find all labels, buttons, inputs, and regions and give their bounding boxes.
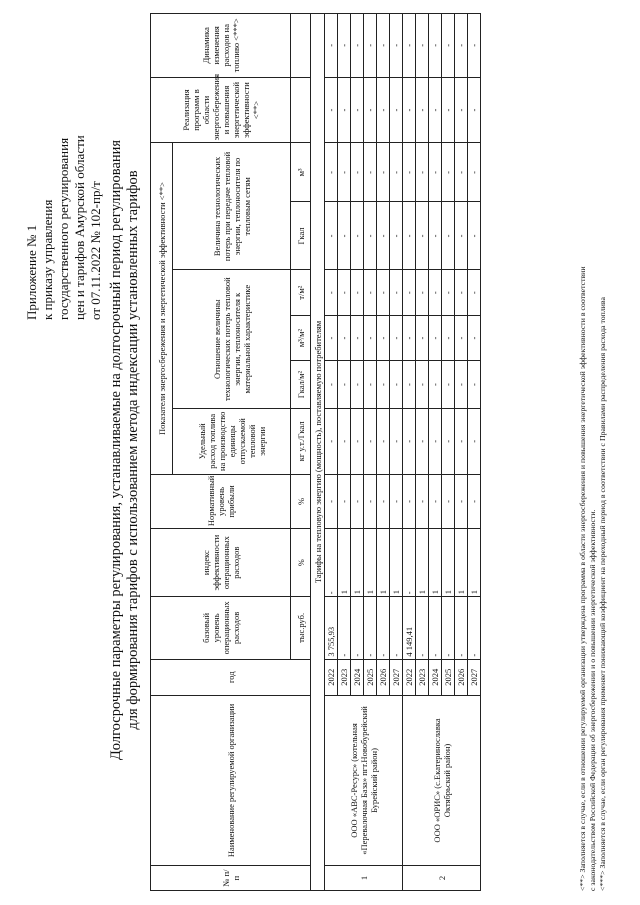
cell-dash: - (416, 14, 429, 78)
appendix-line: цен и тарифов Амурской области (72, 135, 87, 320)
cell-dash: - (351, 77, 364, 143)
cell-dash: - (364, 270, 377, 315)
cell-dash: - (377, 408, 390, 474)
cell-dash: - (338, 270, 351, 315)
appendix-line: Приложение № 1 (24, 224, 39, 320)
cell-dash: - (338, 202, 351, 270)
cell-dash: - (442, 408, 455, 474)
cell-base: - (442, 597, 455, 659)
unit-empty (291, 77, 311, 143)
cell-year: 2024 (351, 659, 364, 695)
cell-dash: - (455, 77, 468, 143)
cell-dash: - (442, 14, 455, 78)
cell-dash: - (364, 315, 377, 360)
cell-dash: - (416, 270, 429, 315)
unit-specific: кг у.т./Гкал (291, 408, 311, 474)
cell-profit: - (429, 474, 442, 528)
cell-year: 2024 (429, 659, 442, 695)
cell-profit: - (416, 474, 429, 528)
cell-dash: - (351, 14, 364, 78)
table-row (325, 14, 338, 891)
cell-dash: - (403, 202, 416, 270)
cell-dash: - (429, 14, 442, 78)
cell-dash: - (390, 202, 403, 270)
title-line: Долгосрочные параметры регулирования, устанавливаемые на долгосрочный период регулирования (108, 139, 124, 761)
cell-profit: - (390, 474, 403, 528)
unit-ratio: т/м² (291, 270, 311, 315)
header-profit: Нормативный уровень прибыли (151, 474, 291, 528)
header-num: № п/п (151, 866, 311, 891)
cell-dash: - (377, 361, 390, 409)
cell-dash: - (468, 361, 481, 409)
cell-base: - (390, 597, 403, 659)
cell-dash: - (416, 202, 429, 270)
cell-dash: - (364, 77, 377, 143)
cell-dash: - (390, 361, 403, 409)
cell-index: - (403, 529, 416, 597)
cell-dash: - (403, 270, 416, 315)
cell-dash: - (325, 77, 338, 143)
cell-profit: - (377, 474, 390, 528)
cell-year: 2027 (390, 659, 403, 695)
cell-dash: - (416, 315, 429, 360)
cell-dash: - (325, 408, 338, 474)
cell-dash: - (325, 202, 338, 270)
cell-dash: - (455, 408, 468, 474)
cell-dash: - (390, 408, 403, 474)
header-dynamics: Динамика изменения расходов на топливо <***> (151, 14, 291, 78)
cell-dash: - (442, 202, 455, 270)
unit-ratio: Гкал/м² (291, 361, 311, 409)
cell-year: 2023 (416, 659, 429, 695)
unit-losses: Гкал (291, 202, 311, 270)
cell-dash: - (338, 14, 351, 78)
cell-dash: - (455, 202, 468, 270)
cell-dash: - (442, 77, 455, 143)
appendix-line: от 07.11.2022 № 102-пр/т (88, 181, 103, 320)
header-base: базовый уровень операционных расходов (151, 597, 291, 659)
cell-dash: - (364, 202, 377, 270)
cell-base: 4 149,41 (403, 597, 416, 659)
cell-dash: - (377, 77, 390, 143)
cell-dash: - (455, 14, 468, 78)
cell-dash: - (403, 315, 416, 360)
cell-dash: - (468, 270, 481, 315)
org-number: 2 (403, 866, 481, 891)
cell-dash: - (429, 143, 442, 202)
cell-dash: - (325, 270, 338, 315)
cell-dash: - (390, 315, 403, 360)
unit-ratio: м³/м² (291, 315, 311, 360)
cell-dash: - (416, 77, 429, 143)
cell-dash: - (325, 143, 338, 202)
cell-profit: - (468, 474, 481, 528)
cell-dash: - (338, 315, 351, 360)
cell-dash: - (442, 270, 455, 315)
cell-dash: - (455, 315, 468, 360)
cell-dash: - (416, 408, 429, 474)
cell-dash: - (429, 315, 442, 360)
cell-base: - (455, 597, 468, 659)
cell-dash: - (416, 361, 429, 409)
cell-dash: - (338, 408, 351, 474)
cell-dash: - (338, 361, 351, 409)
header-ratio: Отношение величины технологических потерь тепловой энергии, теплоносителя к материальной характеристике (173, 270, 291, 408)
cell-profit: - (325, 474, 338, 528)
cell-dash: - (325, 361, 338, 409)
cell-dash: - (364, 14, 377, 78)
footnotes (578, 11, 608, 891)
cell-base: 3 755,93 (325, 597, 338, 659)
cell-dash: - (455, 270, 468, 315)
cell-dash: - (364, 408, 377, 474)
cell-dash: - (338, 143, 351, 202)
unit-losses: м³ (291, 143, 311, 202)
cell-dash: - (429, 361, 442, 409)
cell-dash: - (468, 14, 481, 78)
cell-index: 1 (429, 529, 442, 597)
cell-year: 2023 (338, 659, 351, 695)
cell-year: 2026 (455, 659, 468, 695)
footnote: с законодательством Российской Федерации об энергосбережении и о повышении энергетической эффективности. (588, 509, 597, 891)
cell-index: - (325, 529, 338, 597)
cell-base: - (351, 597, 364, 659)
cell-dash: - (442, 361, 455, 409)
cell-dash: - (468, 77, 481, 143)
cell-dash: - (377, 14, 390, 78)
org-name: ООО «АВС-Ресурс» (котельная «Перевалочная База» пгт.Новобурейский Бурейский район) (325, 695, 403, 865)
header-year: год (151, 659, 311, 695)
cell-dash: - (338, 77, 351, 143)
cell-index: 1 (351, 529, 364, 597)
footnote: <***> Заполняется в случае, если орган регулирования применяет понижающий коэффициент на переходный период в соответствии с Правилами распределения расхода топлива (598, 297, 607, 891)
header-energy-group: Показатели энергосбережения и энергетической эффективности <**> (151, 143, 173, 474)
cell-index: 1 (364, 529, 377, 597)
org-number: 1 (325, 866, 403, 891)
cell-dash: - (351, 143, 364, 202)
cell-profit: - (338, 474, 351, 528)
appendix-line: государственного регулирования (56, 137, 71, 320)
cell-dash: - (403, 14, 416, 78)
cell-dash: - (351, 315, 364, 360)
unit-index: % (291, 529, 311, 597)
cell-index: 1 (442, 529, 455, 597)
cell-dash: - (364, 143, 377, 202)
cell-dash: - (351, 408, 364, 474)
cell-dash: - (468, 143, 481, 202)
cell-dash: - (390, 14, 403, 78)
cell-dash: - (455, 361, 468, 409)
cell-dash: - (325, 315, 338, 360)
cell-dash: - (351, 361, 364, 409)
cell-year: 2027 (468, 659, 481, 695)
cell-index: 1 (468, 529, 481, 597)
cell-dash: - (377, 270, 390, 315)
cell-dash: - (429, 270, 442, 315)
cell-base: - (416, 597, 429, 659)
cell-year: 2022 (325, 659, 338, 695)
appendix-block (24, 20, 104, 320)
unit-empty (291, 14, 311, 78)
cell-index: 1 (455, 529, 468, 597)
cell-dash: - (403, 77, 416, 143)
cell-index: 1 (390, 529, 403, 597)
cell-year: 2026 (377, 659, 390, 695)
parameters-table (150, 13, 481, 891)
table-row (403, 14, 416, 891)
cell-base: - (429, 597, 442, 659)
cell-dash: - (390, 270, 403, 315)
cell-dash: - (403, 361, 416, 409)
cell-dash: - (429, 408, 442, 474)
cell-profit: - (442, 474, 455, 528)
cell-base: - (377, 597, 390, 659)
cell-dash: - (364, 361, 377, 409)
cell-index: 1 (416, 529, 429, 597)
header-org: Наименование регулируемой организации (151, 695, 311, 865)
cell-profit: - (351, 474, 364, 528)
header-specific: Удельный расход топлива на производство единицы отпускаемой тепловой энергии (173, 408, 291, 474)
cell-profit: - (455, 474, 468, 528)
cell-year: 2022 (403, 659, 416, 695)
appendix-line: к приказу управления (40, 199, 55, 320)
cell-dash: - (468, 202, 481, 270)
cell-dash: - (377, 315, 390, 360)
cell-dash: - (325, 14, 338, 78)
cell-dash: - (416, 143, 429, 202)
unit-profit: % (291, 474, 311, 528)
header-index: индекс эффективности операционных расходов (151, 529, 291, 597)
cell-dash: - (429, 77, 442, 143)
cell-dash: - (468, 408, 481, 474)
cell-year: 2025 (364, 659, 377, 695)
cell-dash: - (468, 315, 481, 360)
cell-base: - (338, 597, 351, 659)
title-line: для формирования тарифов с использованием метода индексации установленных тарифов (125, 170, 141, 730)
cell-dash: - (455, 143, 468, 202)
cell-dash: - (429, 202, 442, 270)
cell-dash: - (442, 315, 455, 360)
cell-dash: - (351, 202, 364, 270)
cell-dash: - (403, 408, 416, 474)
cell-index: 1 (338, 529, 351, 597)
cell-profit: - (364, 474, 377, 528)
unit-base: тыс.руб. (291, 597, 311, 659)
cell-profit: - (403, 474, 416, 528)
cell-index: 1 (377, 529, 390, 597)
cell-dash: - (377, 202, 390, 270)
cell-year: 2025 (442, 659, 455, 695)
cell-dash: - (390, 143, 403, 202)
cell-dash: - (377, 143, 390, 202)
section-heading: Тарифы на тепловую энергию (мощность), поставляемую потребителям (311, 14, 325, 891)
cell-dash: - (442, 143, 455, 202)
header-losses: Величина технологических потерь при передаче тепловой энергии, теплоносителя по тепловым сетям (173, 143, 291, 270)
cell-base: - (364, 597, 377, 659)
cell-dash: - (390, 77, 403, 143)
footnote: <**> Заполняется в случае, если в отношении регулируемой организации утверждена программа в области энергосбережения и повышения энергетической эффективности в соответствии (578, 266, 587, 891)
header-programs: Реализация программ в области энергосбережения и повышения энергетической эффективности <**> (151, 77, 291, 143)
cell-dash: - (403, 143, 416, 202)
document-title (108, 35, 142, 865)
org-name: ООО «ОРИС» (с.Екатеринославка Октябрьский район) (403, 695, 481, 865)
cell-base: - (468, 597, 481, 659)
cell-dash: - (351, 270, 364, 315)
